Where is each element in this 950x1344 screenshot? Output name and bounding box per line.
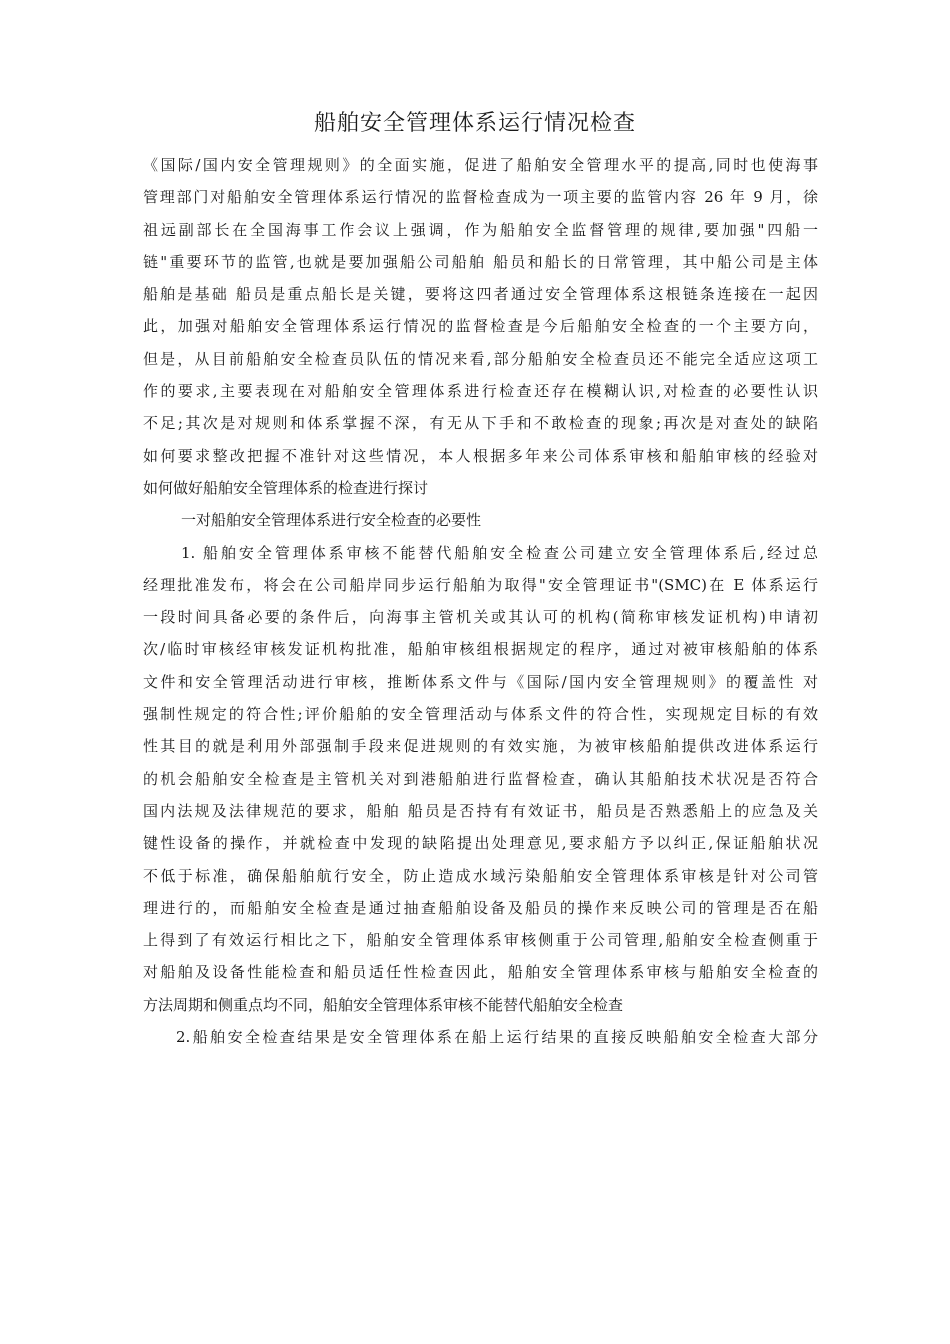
text-line: 方法周期和侧重点均不同，船舶安全管理体系审核不能替代船舶安全检查 (143, 995, 624, 1014)
text-line: 键性设备的操作，并就检查中发现的缺陷提出处理意见,要求船方予以纠正,保证船舶状况 (143, 834, 818, 853)
text-line: 链"重要环节的监管,也就是要加强船公司船舶 船员和船长的日常管理，其中船公司是主体 (143, 252, 818, 271)
text-line: 不足;其次是对规则和体系掌握不深，有无从下手和不敢检查的现象;再次是对查处的缺陷 (143, 414, 818, 433)
text-line: 祖远副部长在全国海事工作会议上强调，作为船舶安全监督管理的规律,要加强"四船一 (143, 220, 818, 239)
text-line: 经理批准发布，将会在公司船岸同步运行船舶为取得"安全管理证书"(SMC)在 E 体系运行 (143, 575, 818, 594)
text-line: 理进行的，而船舶安全检查是通过抽查船舶设备及船员的操作来反映公司的管理是否在船 (143, 898, 818, 917)
text-line: 如何要求整改把握不准针对这些情况，本人根据多年来公司体系审核和船舶审核的经验对 (143, 446, 818, 465)
text-line: 的机会船舶安全检查是主管机关对到港船舶进行监督检查，确认其船舶技术状况是否符合 (143, 769, 818, 788)
paragraph-1 (143, 537, 818, 1021)
text-line: 上得到了有效运行相比之下，船舶安全管理体系审核侧重于公司管理,船舶安全检查侧重于 (143, 931, 818, 950)
text-line: 船舶是基础 船员是重点船长是关键，要将这四者通过安全管理体系这根链条连接在一起因 (143, 285, 818, 304)
text-line: 对船舶及设备性能检查和船员适任性检查因此，船舶安全管理体系审核与船舶安全检查的 (143, 963, 818, 982)
text-line: 如何做好船舶安全管理体系的检查进行探讨 (143, 478, 429, 497)
text-line: 国内法规及法律规范的要求，船舶 船员是否持有有效证书，船员是否熟悉船上的应急及关 (143, 801, 818, 820)
text-line: 文件和安全管理活动进行审核，推断体系文件与《国际/国内安全管理规则》的覆盖性 对 (143, 672, 818, 691)
text-line: 一段时间具备必要的条件后，向海事主管机关或其认可的机构(简称审核发证机构)申请初 (143, 608, 818, 627)
section-heading: 一对船舶安全管理体系进行安全检查的必要性 (181, 511, 482, 530)
text-line: 2.船舶安全检查结果是安全管理体系在船上运行结果的直接反映船舶安全检查大部分 (176, 1028, 818, 1047)
text-line: 作的要求,主要表现在对船舶安全管理体系进行检查还存在模糊认识,对检查的必要性认识 (143, 382, 818, 401)
text-line: 此，加强对船舶安全管理体系运行情况的监督检查是今后船舶安全检查的一个主要方向， (143, 317, 818, 336)
text-line: 《国际/国内安全管理规则》的全面实施，促进了船舶安全管理水平的提高,同时也使海事 (143, 156, 818, 174)
text-line: 次/临时审核经审核发证机构批准，船舶审核组根据规定的程序，通过对被审核船舶的体系 (143, 640, 818, 659)
text-line: 不低于标准，确保船舶航行安全，防止造成水域污染船舶安全管理体系审核是针对公司管 (143, 866, 818, 885)
intro-paragraph (143, 149, 818, 504)
text-line: 1. 船舶安全管理体系审核不能替代船舶安全检查公司建立安全管理体系后,经过总 (181, 543, 818, 562)
text-line: 但是，从目前船舶安全检查员队伍的情况来看,部分船舶安全检查员还不能完全适应这项工 (143, 349, 818, 368)
text-line: 强制性规定的符合性;评价船舶的安全管理活动与体系文件的符合性，实现规定目标的有效 (143, 705, 818, 724)
text-line: 性其目的就是利用外部强制手段来促进规则的有效实施，为被审核船舶提供改进体系运行 (143, 737, 818, 756)
text-line: 管理部门对船舶安全管理体系运行情况的监督检查成为一项主要的监管内容 26 年 9 月，徐 (143, 188, 818, 207)
document-body (143, 149, 818, 1053)
paragraph-2 (143, 1021, 818, 1053)
document-title: 船舶安全管理体系运行情况检查 (313, 111, 636, 136)
